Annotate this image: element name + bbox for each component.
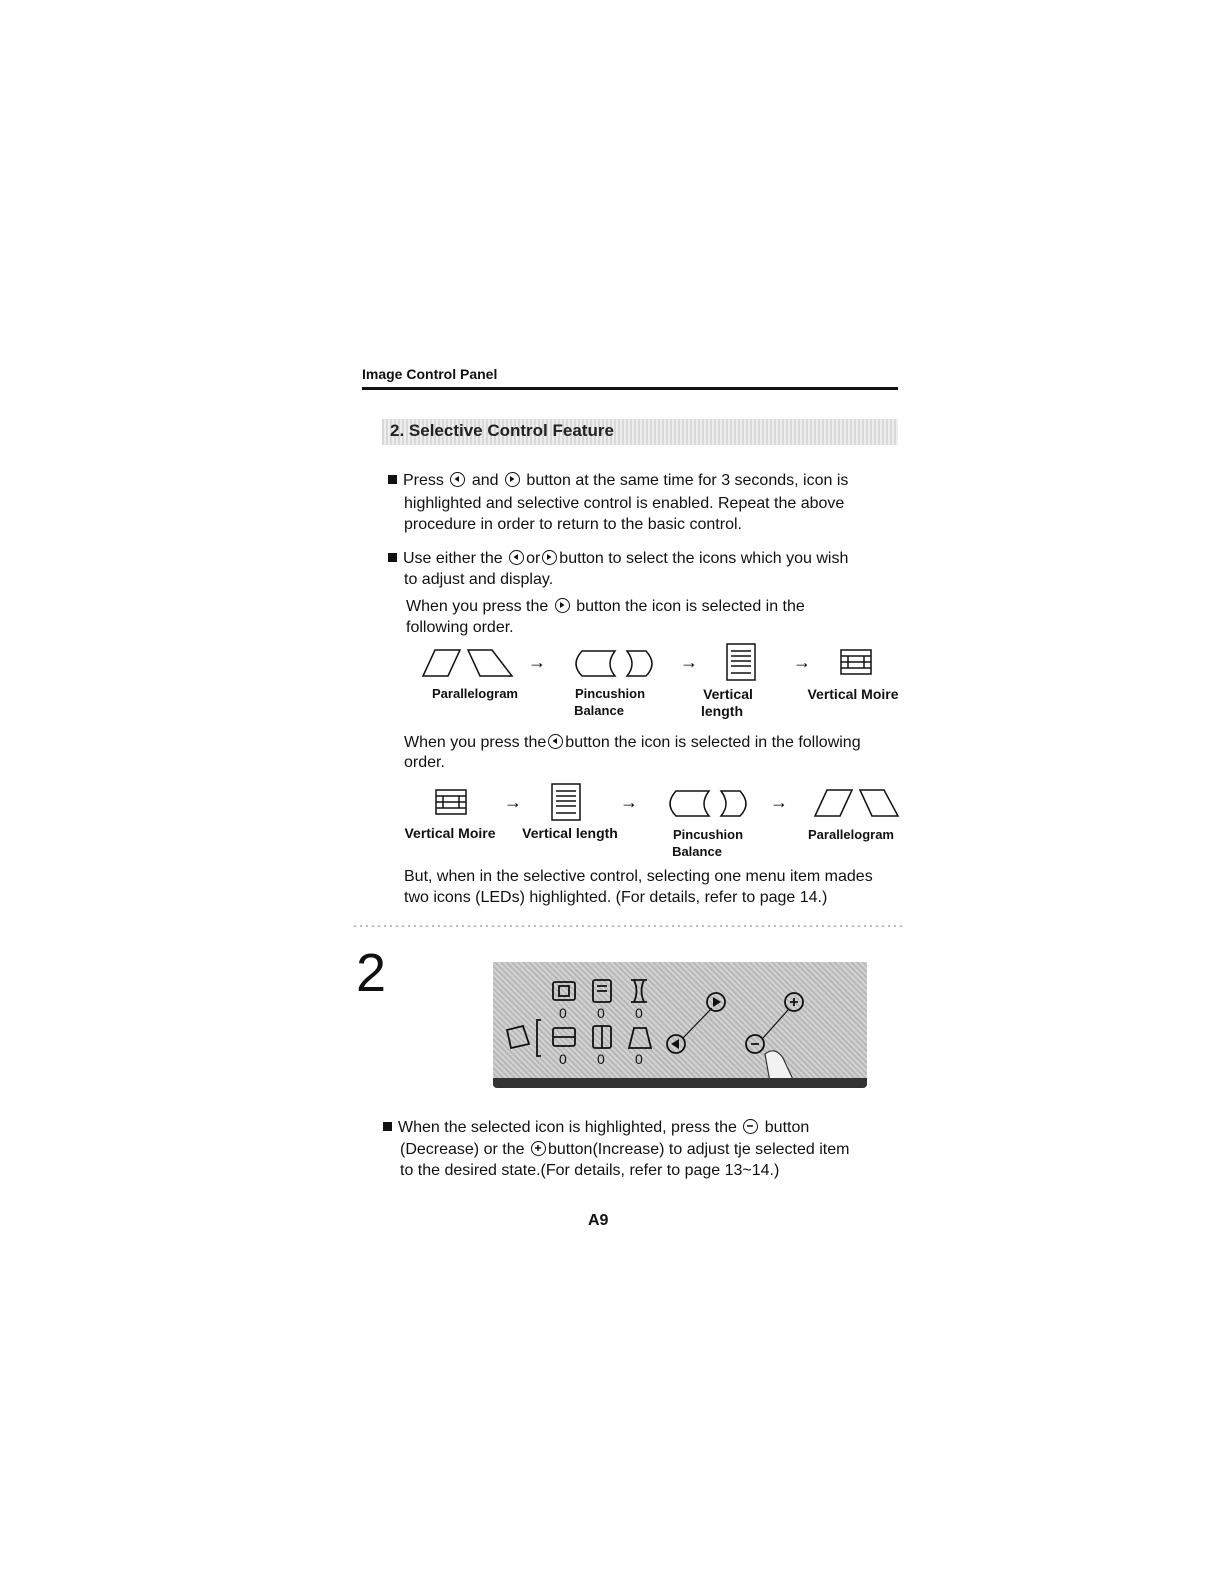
label-parallelogram: Parallelogram [432,686,518,701]
label-vertical-moire-2: Vertical Moire [404,825,496,841]
final-text-2: button [764,1119,810,1136]
right-button-icon [542,550,557,565]
b1-line-2: highlighted and selective control is enabled. Repeat the above [404,495,845,512]
label-pincushion: Pincushion [574,686,646,701]
arrow-icon: → [793,652,811,672]
page-number: A9 [588,1212,609,1229]
bullet-square-icon [388,553,397,562]
final-text-1: When the selected icon is highlighted, press the [398,1119,737,1136]
b2-p2-text-1: When you press the [406,598,549,615]
b1-text-2: and [471,472,499,489]
note-line-1: But, when in the selective control, selecting one menu item mades [404,868,873,885]
b2-line-2: to adjust and display. [404,571,554,588]
led-label-4: 0 [559,1051,567,1067]
vertical-moire-icon [841,650,871,674]
right-button-icon [555,598,570,613]
note-line-2: two icons (LEDs) highlighted. (For details, refer to page 14.) [404,889,828,906]
led-label-5: 0 [597,1051,605,1067]
section-title: 2. Selective Control Feature [390,421,614,440]
page-header-label: Image Control Panel [362,366,498,382]
b2-para-2 [406,596,896,617]
arrow-icon: → [680,652,698,672]
bullet-square-icon [388,475,397,484]
b1-line-3: procedure in order to return to the basic control. [404,516,742,533]
header-rule [362,387,898,390]
rotation-icon [507,1026,529,1048]
arrow-icon: → [504,792,522,812]
left-button-icon [548,734,563,749]
label-pincushion-2: Pincushion [672,827,744,842]
lp-text-2: button the icon is selected in the following [565,734,861,751]
right-order-icons [420,642,890,682]
arrow-icon: → [770,792,788,812]
b2-text-3: button to select the icons which you wish [559,550,849,567]
arrow-icon: → [528,652,546,672]
parallelogram-icon [815,790,898,816]
final-line-3: to the desired state.(For details, refer to page 13~14.) [400,1162,780,1179]
pincushion-icon [631,980,647,1002]
control-panel-graphic [493,962,867,1086]
panel-bezel [493,1078,867,1088]
led-label-3: 0 [635,1005,643,1021]
b2-text-1: Use either the [403,550,503,567]
label-vertical: Vertical [703,686,753,702]
left-press-para [404,732,904,753]
b1-text-1: Press [403,472,444,489]
label-balance: Balance [574,703,624,718]
right-button-icon [505,472,520,487]
led-label-1: 0 [559,1005,567,1021]
left-button-icon [509,550,524,565]
label-vertical-length-2: Vertical length [522,825,618,841]
final-l2-text-2: button(Increase) to adjust tje selected item [547,1141,850,1158]
vertical-length-icon [727,644,755,680]
plus-button-icon [531,1141,546,1156]
b2-p2-line-2: following order. [406,619,514,636]
final-l2-text-1: (Decrease) or the [400,1141,525,1158]
arrow-icon: → [620,792,638,812]
parallelogram-icon [423,650,512,676]
label-balance-2: Balance [672,844,722,859]
dotted-divider [354,925,902,927]
left-button-icon [450,472,465,487]
left-order-icons [430,782,900,822]
label-vertical-moire: Vertical Moire [807,686,899,702]
bullet-1 [388,470,898,491]
led-label-2: 0 [597,1005,605,1021]
b1-text-3: button at the same time for 3 seconds, icon is [526,472,849,489]
final-bullet [383,1117,903,1138]
size-icon [553,982,575,1000]
label-parallelogram-2: Parallelogram [808,827,894,842]
bullet-2 [388,548,898,569]
step-number: 2 [356,943,387,1003]
vertical-length-icon [552,784,580,820]
lp-text-1: When you press the [404,734,547,751]
pincushion-balance-icon [670,791,746,816]
minus-button-icon [743,1119,758,1134]
lp-line-2: order. [404,754,445,771]
vertical-moire-icon [436,790,466,814]
b2-text-2: or [526,550,541,567]
pincushion-balance-icon [576,651,652,676]
label-length: length [701,703,743,719]
led-label-6: 0 [635,1051,643,1067]
trapezoid-icon [629,1028,651,1048]
b2-p2-text-2: button the icon is selected in the [576,598,805,615]
final-line-2 [400,1139,900,1160]
bullet-square-icon [383,1122,392,1131]
